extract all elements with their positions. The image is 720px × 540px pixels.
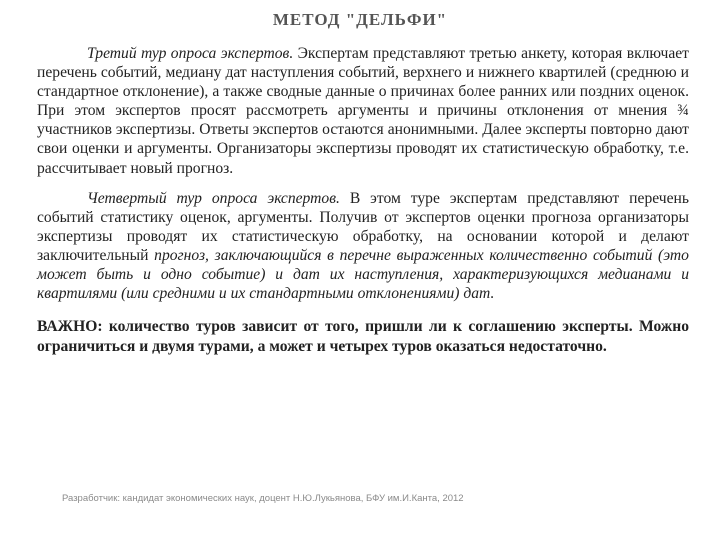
paragraph-body: В этом туре экспертам представляют перечень событий статистику оценок, аргументы. Получив от экспертов оценки прогноза организаторы экспертизы проводят их статистическую обработку, на основании которой и делают заключительный bbox=[37, 189, 689, 264]
paragraph-body: Экспертам представляют третью анкету, которая включает перечень событий, медиану дат наступления событий, верхнего и нижнего квартилей (среднюю и стандартное отклонение), а также сводные данные о причинах более ранних или поздних оценок. При этом экспертов просят рассмотреть аргументы и причины отклонения от мнения ¾ участников экспертизы. Ответы экспертов остаются анонимными. Далее эксперты повторно дают свои оценки и аргументы. Организаторы экспертизы проводят их статистическую обработку, т.е. рассчитывает новый прогноз. bbox=[37, 45, 689, 177]
important-note: ВАЖНО: количество туров зависит от того, пришли ли к соглашению эксперты. Можно ограничиться и двумя турами, а может и четырех туров оказаться недостаточно. bbox=[37, 318, 689, 355]
main-content bbox=[37, 44, 689, 356]
paragraph-fourth-round bbox=[37, 189, 689, 304]
paragraph-italic-body: прогноз, заключающийся в перечне выраженных количественно событий (это может быть и одно событие) и дат их наступления, характеризующихся медианами и квартилями (или средними и их стандартными отклонениями) дат. bbox=[37, 246, 689, 303]
page-title: МЕТОД "ДЕЛЬФИ" bbox=[272, 10, 448, 29]
footer-credit: Разработчик: кандидат экономических наук, доцент Н.Ю.Лукьянова, БФУ им.И.Канта, 2012 bbox=[62, 493, 464, 504]
paragraph-lead: Третий тур опроса экспертов. bbox=[87, 45, 294, 62]
paragraph-third-round bbox=[37, 44, 689, 178]
paragraph-lead: Четвертый тур опроса экспертов. bbox=[87, 189, 340, 207]
